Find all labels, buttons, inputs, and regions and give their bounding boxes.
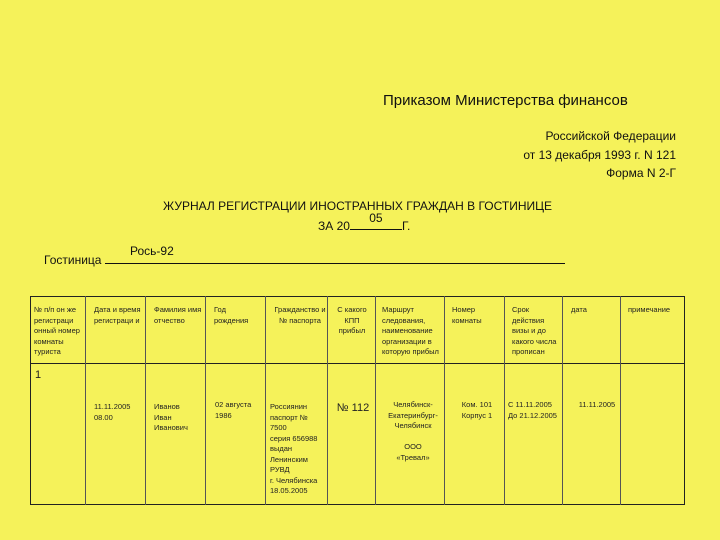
col-header-number: № п/п он же регистраци онный номер комнаты туриста: [34, 305, 80, 356]
order-line-3: от 13 декабря 1993 г. N 121: [523, 148, 676, 162]
year-prefix: ЗА 20: [318, 219, 350, 233]
row-visa: С 11.11.2005 До 21.12.2005: [508, 400, 557, 420]
header-divider: [30, 363, 685, 364]
row-kpp: № 112: [336, 402, 370, 414]
year-field: [350, 211, 402, 230]
row-fullname: Иванов Иван Иванович: [154, 402, 188, 432]
col-header-birth-year: Год рождения: [214, 305, 249, 325]
col-header-fullname: Фамилия имя отчество: [154, 305, 202, 325]
col-header-passport: Гражданство и № паспорта: [274, 305, 326, 325]
col-divider: [85, 296, 86, 505]
col-header-date: дата: [571, 305, 587, 314]
year-value: 05: [369, 211, 383, 225]
col-divider: [265, 296, 266, 505]
row-room: Ком. 101 Корпус 1: [461, 400, 493, 420]
row-date: 11.11.2005: [578, 400, 616, 409]
col-divider: [504, 296, 505, 505]
col-header-room: Номер комнаты: [452, 305, 482, 325]
hotel-label: Гостиница: [44, 253, 102, 267]
order-line-1: Приказом Министерства финансов: [383, 92, 628, 109]
journal-year-line: [318, 211, 411, 233]
row-passport: Россиянин паспорт № 7500 серия 656988 выдан Ленинским РУВД г. Челябинска 18.05.2005: [270, 402, 318, 495]
row-number: 1: [35, 369, 42, 381]
col-divider: [620, 296, 621, 505]
col-divider: [145, 296, 146, 505]
registration-table: [30, 296, 685, 505]
col-header-kpp: С какого КПП прибыл: [337, 305, 367, 335]
year-suffix: Г.: [401, 219, 411, 233]
col-header-datetime: Дата и время регистраци и: [94, 305, 141, 325]
col-divider: [444, 296, 445, 505]
form-number: Форма N 2-Г: [606, 166, 676, 180]
col-header-note: примечание: [628, 305, 671, 314]
col-header-route: Маршрут следования, наименование организации в которую прибыл: [382, 305, 439, 356]
row-datetime: 11.11.2005 08.00: [94, 402, 131, 422]
journal-title: ЖУРНАЛ РЕГИСТРАЦИИ ИНОСТРАННЫХ ГРАЖДАН В ГОСТИНИЦЕ: [163, 199, 553, 213]
order-line-2: Российской Федерации: [545, 129, 676, 143]
col-divider: [327, 296, 328, 505]
col-header-visa: Срок действия визы и до какого числа прописан: [512, 305, 557, 356]
col-divider: [205, 296, 206, 505]
col-divider: [375, 296, 376, 505]
hotel-underline: [105, 263, 565, 264]
row-route: Челябинск- Екатеринбург- Челябинск ООО «Тревал»: [388, 400, 438, 462]
col-divider: [562, 296, 563, 505]
row-birth: 02 августа 1986: [215, 400, 252, 420]
hotel-name: Рось-92: [130, 244, 174, 258]
